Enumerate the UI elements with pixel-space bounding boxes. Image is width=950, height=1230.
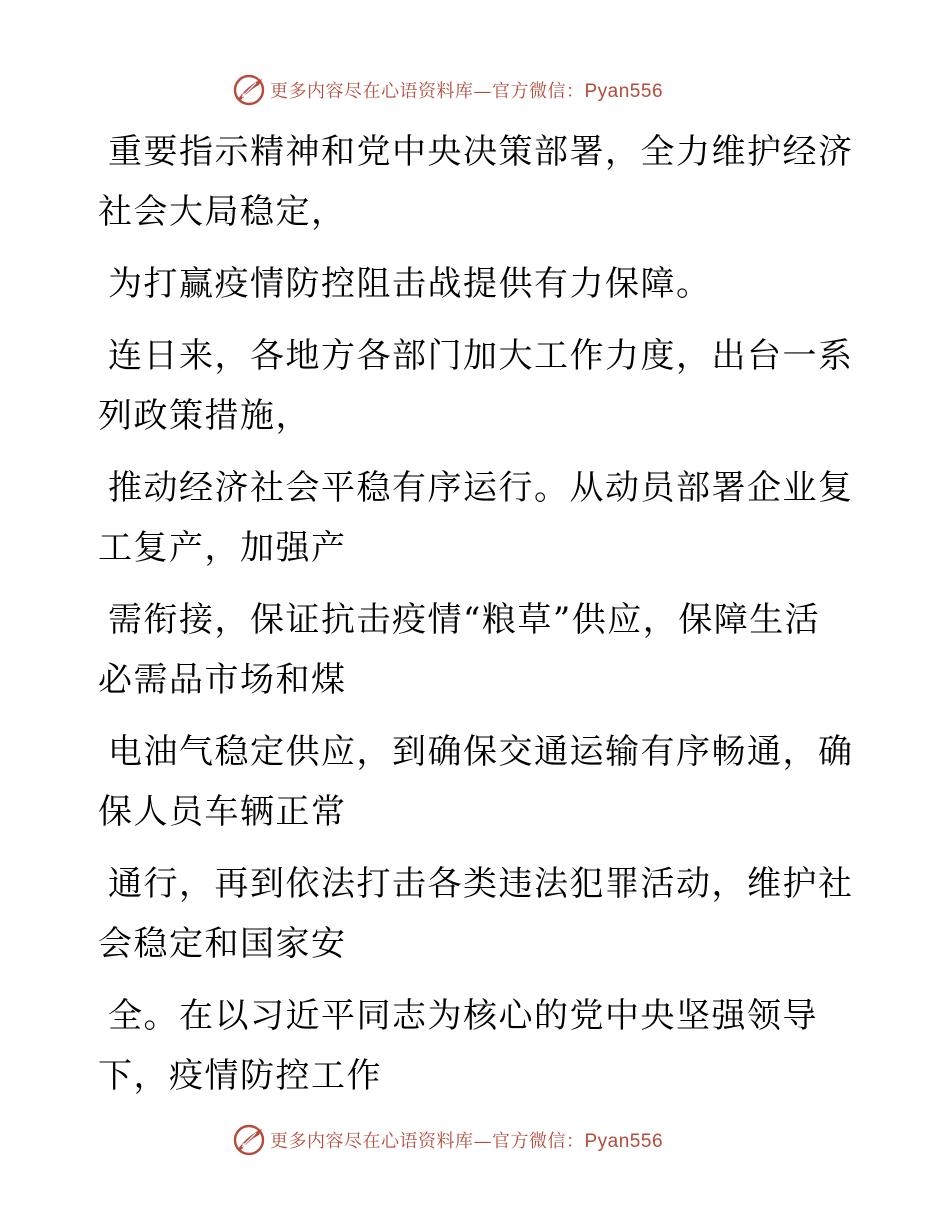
text-line: 需衔接，保证抗击疫情“粮草”供应，保障生活: [108, 600, 821, 640]
text-line: 重要指示精神和党中央决策部署，全力维护经济: [108, 132, 854, 172]
paragraph: [98, 254, 838, 314]
header-banner-text: 更多内容尽在心语资料库—官方微信：Pyan556: [270, 81, 664, 102]
paragraph: [98, 722, 854, 842]
pen-nib-logo-icon: [232, 1123, 266, 1157]
text-line: 保人员车辆正常: [98, 792, 347, 832]
paragraph: [98, 854, 854, 974]
paragraph: [98, 122, 854, 242]
text-line: 通行，再到依法打击各类违法犯罪活动，维护社: [108, 864, 854, 904]
text-line: 全。在以习近平同志为核心的党中央坚强领导: [108, 996, 818, 1036]
paragraph: [98, 986, 838, 1106]
text-line: 工复产，加强产: [98, 528, 347, 568]
header-banner: [232, 70, 732, 110]
text-line: 列政策措施，: [98, 396, 311, 436]
paragraph: [98, 326, 854, 446]
footer-banner-text: 更多内容尽在心语资料库—官方微信：Pyan556: [270, 1131, 664, 1152]
pen-nib-logo-icon: [232, 73, 266, 107]
body-text: [98, 122, 854, 1106]
paragraph: [98, 458, 854, 578]
text-line: 必需品市场和煤: [98, 660, 347, 700]
text-line: 会稳定和国家安: [98, 924, 347, 964]
text-line: 为打赢疫情防控阻击战提供有力保障。: [108, 264, 712, 304]
text-line: 社会大局稳定，: [98, 192, 347, 232]
text-line: 电油气稳定供应，到确保交通运输有序畅通，确: [108, 732, 854, 772]
paragraph: [98, 590, 838, 710]
text-line: 推动经济社会平稳有序运行。从动员部署企业复: [108, 468, 854, 508]
text-line: 下，疫情防控工作: [98, 1056, 382, 1096]
text-line: 连日来，各地方各部门加大工作力度，出台一系: [108, 336, 854, 376]
footer-banner: [232, 1120, 732, 1160]
